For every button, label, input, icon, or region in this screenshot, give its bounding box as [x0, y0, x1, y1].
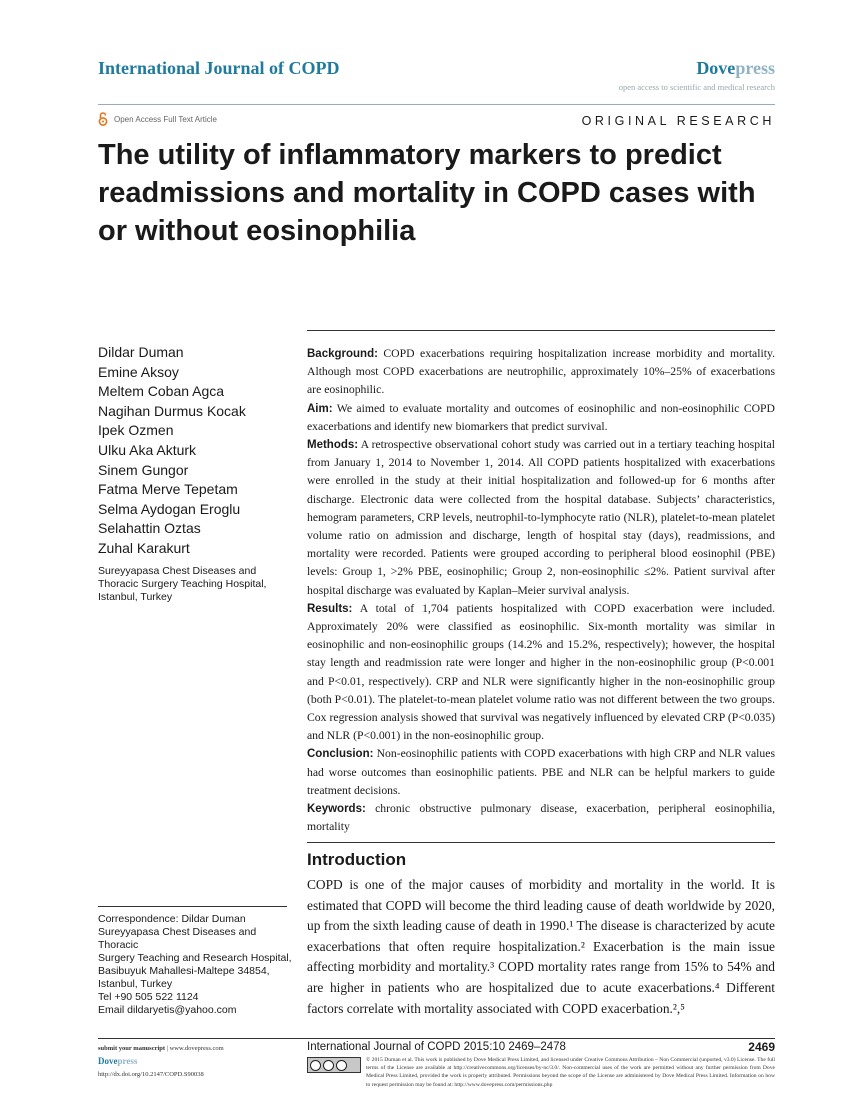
correspondence-phone: Tel +90 505 522 1124: [98, 991, 199, 1003]
license-text: © 2015 Duman et al. This work is published by Dove Medical Press Limited, and licensed under Creative Commons Attribution – Non Commercial (unported, v3.0) License. The full terms of the License are available at http://creativecommons.org/licenses/by-nc/3.0/. Non-commercial uses of the work are permitted without any further permission from Dove Medical Press Limited, provided the work is properly attributed. Permissions beyond the scope of the License are administered by Dove Medical Press Limited. Information on how to request permission may be found at: http://www.dovepress.com/permissions.php: [366, 1057, 775, 1088]
submit-manuscript-link[interactable]: [98, 1043, 224, 1055]
creative-commons-icon[interactable]: [307, 1057, 361, 1073]
abstract-background-label: Background:: [307, 348, 378, 360]
abstract-methods-text: A retrospective observational cohort study was carried out in a tertiary teaching hospital from January 1, 2014 to November 1, 2014. All COPD patients hospitalized with exacerbations were enrolled in the study at their initial hospitalization and followed-up for 6 months after discharge. Electronic data were collected from the hospital database. Subjects’ characteristics, hemogram parameters, CRP levels, neutrophil-to-lymphocyte ratio (NLR), platelet-to-mean platelet volume ratio on admission and discharge, length of hospital stay (days), readmissions, and mortality were recorded. Patients were grouped according to peripheral blood eosinophil (PBE) levels: Group 1, >2% PBE, eosinophilic; Group 2, non-eosinophilic ≤2%. Patient survival after hospital discharge was evaluated by Kaplan–Meier survival analysis.: [307, 438, 775, 597]
submit-manuscript-label[interactable]: submit your manuscript: [98, 1045, 166, 1052]
correspondence-line: Sureyyapasa Chest Diseases and Thoracic: [98, 926, 257, 951]
affiliation: [98, 565, 273, 604]
open-access-lock-icon: [98, 112, 108, 126]
publisher-tagline: open access to scientific and medical research: [618, 82, 775, 92]
abstract-results: [307, 600, 775, 746]
open-access-badge: [98, 112, 217, 126]
footer-divider: [98, 1038, 775, 1039]
affiliation-line: Istanbul, Turkey: [98, 591, 173, 603]
abstract-methods-label: Methods:: [307, 439, 359, 452]
abstract-background-text: COPD exacerbations requiring hospitalization increase morbidity and mortality. Although most COPD exacerbations are neutrophilic, approximately 10%–25% of exacerbations are eosinophilic.: [307, 347, 775, 397]
footer-publisher-logo: [98, 1055, 224, 1069]
abstract-background: [307, 345, 775, 400]
abstract-conclusion-text: Non-eosinophilic patients with COPD exacerbations with high CRP and NLR values had worse outcomes than eosinophilic patients. PBE and NLR can be helpful markers to guide treatment decisions.: [307, 747, 775, 797]
author-name: Sinem Gungor: [98, 461, 189, 478]
affiliation-line: Sureyyapasa Chest Diseases and: [98, 565, 257, 577]
author-name: Fatma Merve Tepetam: [98, 481, 238, 498]
nc-circle-icon: [336, 1060, 347, 1071]
abstract-conclusion-label: Conclusion:: [307, 748, 374, 761]
abstract: [307, 345, 775, 836]
abstract-keywords-text: chronic obstructive pulmonary disease, exacerbation, peripheral eosinophilia, mortality: [307, 802, 775, 834]
footer-left: [98, 1043, 224, 1081]
article-title: The utility of inflammatory markers to predict readmissions and mortality in COPD cases with or without eosinophilia: [98, 139, 756, 247]
publisher-logo: [696, 58, 775, 79]
author-name: Zuhal Karakurt: [98, 539, 190, 556]
correspondence-line: Surgery Teaching and Research Hospital,: [98, 952, 292, 964]
abstract-aim-label: Aim:: [307, 402, 333, 415]
author-name: Nagihan Durmus Kocak: [98, 402, 246, 419]
publisher-logo-part-b: press: [735, 58, 775, 78]
author-list: [98, 343, 246, 559]
abstract-conclusion: [307, 745, 775, 800]
abstract-aim: [307, 400, 775, 436]
article-type: ORIGINAL RESEARCH: [581, 114, 775, 128]
author-name: Ulku Aka Akturk: [98, 441, 197, 458]
correspondence-email[interactable]: Email dildaryetis@yahoo.com: [98, 1004, 237, 1016]
publisher-logo-part-a: Dove: [696, 58, 736, 78]
journal-name: International Journal of COPD: [98, 58, 340, 78]
author-name: Meltem Coban Agca: [98, 383, 225, 400]
author-name: Ipek Ozmen: [98, 422, 174, 439]
abstract-keywords: [307, 800, 775, 836]
correspondence-line: Basibuyuk Mahallesi-Maltepe 34854,: [98, 965, 270, 977]
abstract-aim-text: We aimed to evaluate mortality and outcomes of eosinophilic and non-eosinophilic COPD exacerbations and identify new biomarkers that predict survival.: [307, 401, 775, 433]
open-access-label: Open Access Full Text Article: [114, 114, 218, 124]
by-circle-icon: [323, 1060, 334, 1071]
correspondence-line: Correspondence: Dildar Duman: [98, 913, 246, 925]
introduction-text: COPD is one of the major causes of morbidity and mortality in the world. It is estimated that COPD will become the third leading cause of death worldwide by 2020, up from the sixth leading cause of death in 1990.¹ The disease is characterized by acute exacerbations that often require hospitalization.² Exacerbation is the main issue affecting morbidity and mortality.³ COPD mortality rates range from 15% to 54% and are higher in patients who are hospitalized due to acute exacerbations.⁴ Different factors correlate with mortality associated with COPD exacerbation.²,⁵: [307, 877, 775, 1016]
introduction-heading: Introduction: [307, 850, 407, 869]
footer-publisher-part-a: Dove: [98, 1056, 118, 1066]
abstract-results-text: A total of 1,704 patients hospitalized with COPD exacerbation were included. Approximately 20% were classified as eosinophilic. Six-month mortality was similar in eosinophilic and non-eosinophilic groups (14.2% and 15.2%, respectively); however, the hospital stay length and readmission rate were longer and higher in the non-eosinophilic group (P<0.001 and P<0.01, respectively). CRP and NLR were significantly higher in the non-eosinophilic group (both P<0.01). The platelet-to-mean platelet volume ratio was not different between the two groups. Cox regression analysis showed that survival was negatively influenced by elevated CRP (P<0.035) and NLR (P<0.001) in the non-eosinophilic group.: [307, 601, 775, 743]
abstract-methods: [307, 436, 775, 600]
author-name: Dildar Duman: [98, 344, 184, 360]
abstract-keywords-label: Keywords:: [307, 803, 366, 816]
author-name: Selma Aydogan Eroglu: [98, 500, 241, 517]
abstract-results-label: Results:: [307, 602, 353, 615]
author-name: Emine Aksoy: [98, 363, 179, 380]
footer-citation: International Journal of COPD 2015:10 2469–2478: [307, 1041, 566, 1053]
submit-manuscript-site[interactable]: | www.dovepress.com: [165, 1045, 224, 1052]
introduction-divider: [307, 842, 775, 843]
abstract-top-divider: [307, 330, 775, 331]
author-name: Selahattin Oztas: [98, 520, 201, 537]
correspondence-divider: [98, 906, 287, 907]
footer-publisher-part-b: press: [117, 1056, 138, 1066]
cc-circle-icon: [310, 1060, 321, 1071]
affiliation-line: Thoracic Surgery Teaching Hospital,: [98, 578, 267, 590]
correspondence-line: Istanbul, Turkey: [98, 978, 173, 990]
header-divider: [98, 104, 775, 105]
doi-link[interactable]: http://dx.doi.org/10.2147/COPD.S90038: [98, 1071, 204, 1078]
correspondence: [98, 913, 293, 1017]
page-number: 2469: [748, 1040, 775, 1054]
